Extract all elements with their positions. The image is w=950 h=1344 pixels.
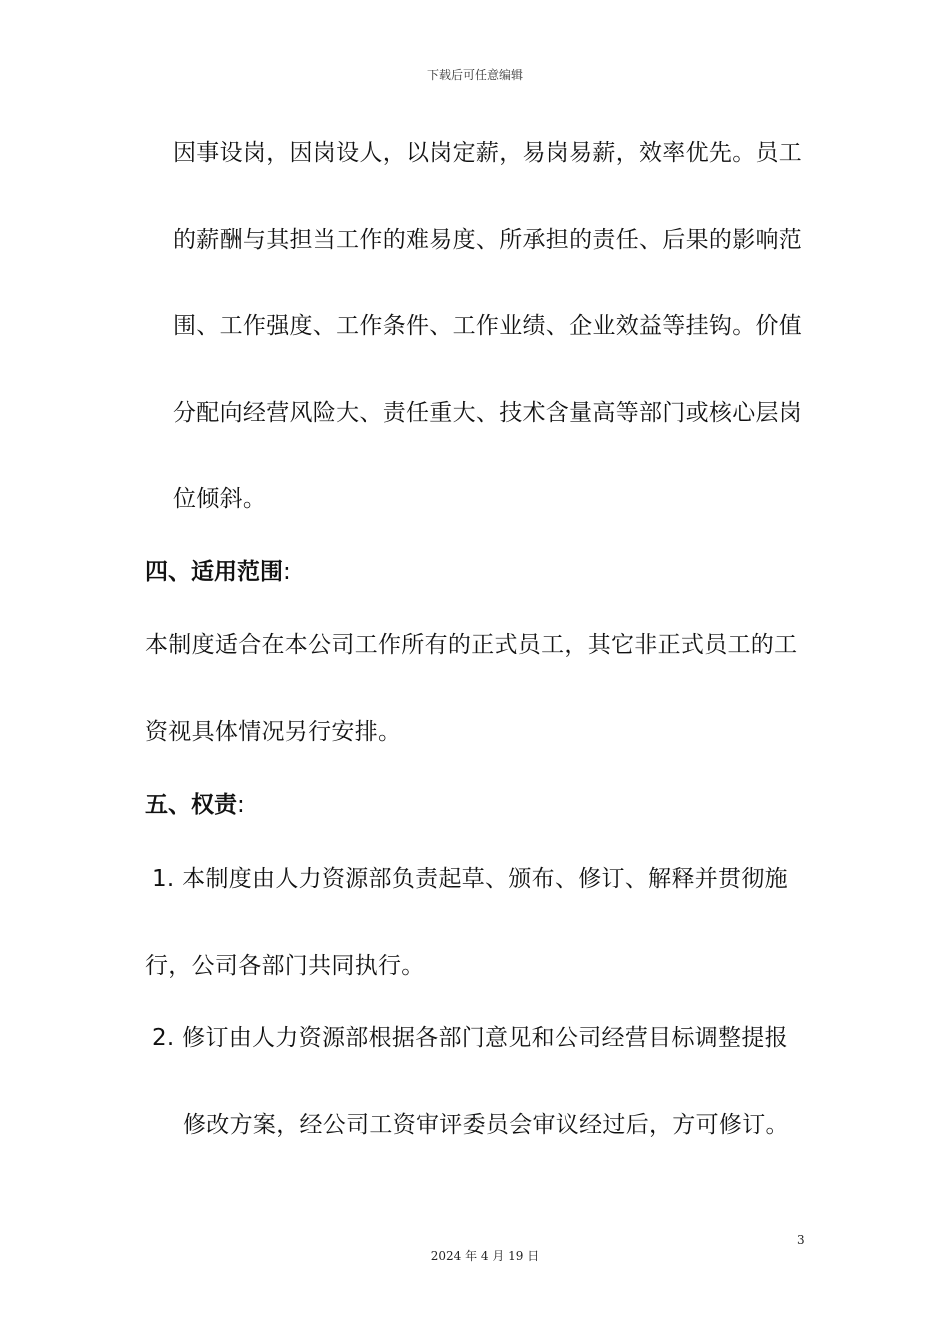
heading-text: 五、权责 xyxy=(145,792,237,818)
section-heading-scope xyxy=(145,556,291,588)
heading-text: 四、适用范围 xyxy=(145,559,283,585)
heading-colon: : xyxy=(283,559,291,585)
paragraph-line: 分配向经营风险大、责任重大、技术含量高等部门或核心层岗 xyxy=(173,400,803,426)
paragraph-line: 位倾斜。 xyxy=(173,486,267,512)
paragraph-line: 围、工作强度、工作条件、工作业绩、企业效益等挂钩。价值 xyxy=(173,313,803,339)
footer-date: 2024 年 4 月 19 日 xyxy=(430,1249,540,1263)
section-heading-responsibility xyxy=(145,789,245,821)
paragraph-line: 的薪酬与其担当工作的难易度、所承担的责任、后果的影响范 xyxy=(173,227,803,253)
page-number: 3 xyxy=(797,1233,805,1247)
paragraph-line: 因事设岗，因岗设人，以岗定薪，易岗易薪，效率优先。员工 xyxy=(173,140,803,166)
page-header: 下载后可任意编辑 xyxy=(426,68,523,82)
list-item-line: 修改方案，经公司工资审评委员会审议经过后，方可修订。 xyxy=(183,1112,789,1138)
list-item-line: 1. 本制度由人力资源部负责起草、颁布、修订、解释并贯彻施 xyxy=(152,866,788,892)
list-item-line: 2. 修订由人力资源部根据各部门意见和公司经营目标调整提报 xyxy=(152,1025,788,1051)
list-item-line: 行，公司各部门共同执行。 xyxy=(145,953,425,979)
heading-colon: : xyxy=(237,792,245,818)
paragraph-line: 资视具体情况另行安排。 xyxy=(145,719,402,745)
paragraph-line: 本制度适合在本公司工作所有的正式员工，其它非正式员工的工 xyxy=(145,632,798,658)
